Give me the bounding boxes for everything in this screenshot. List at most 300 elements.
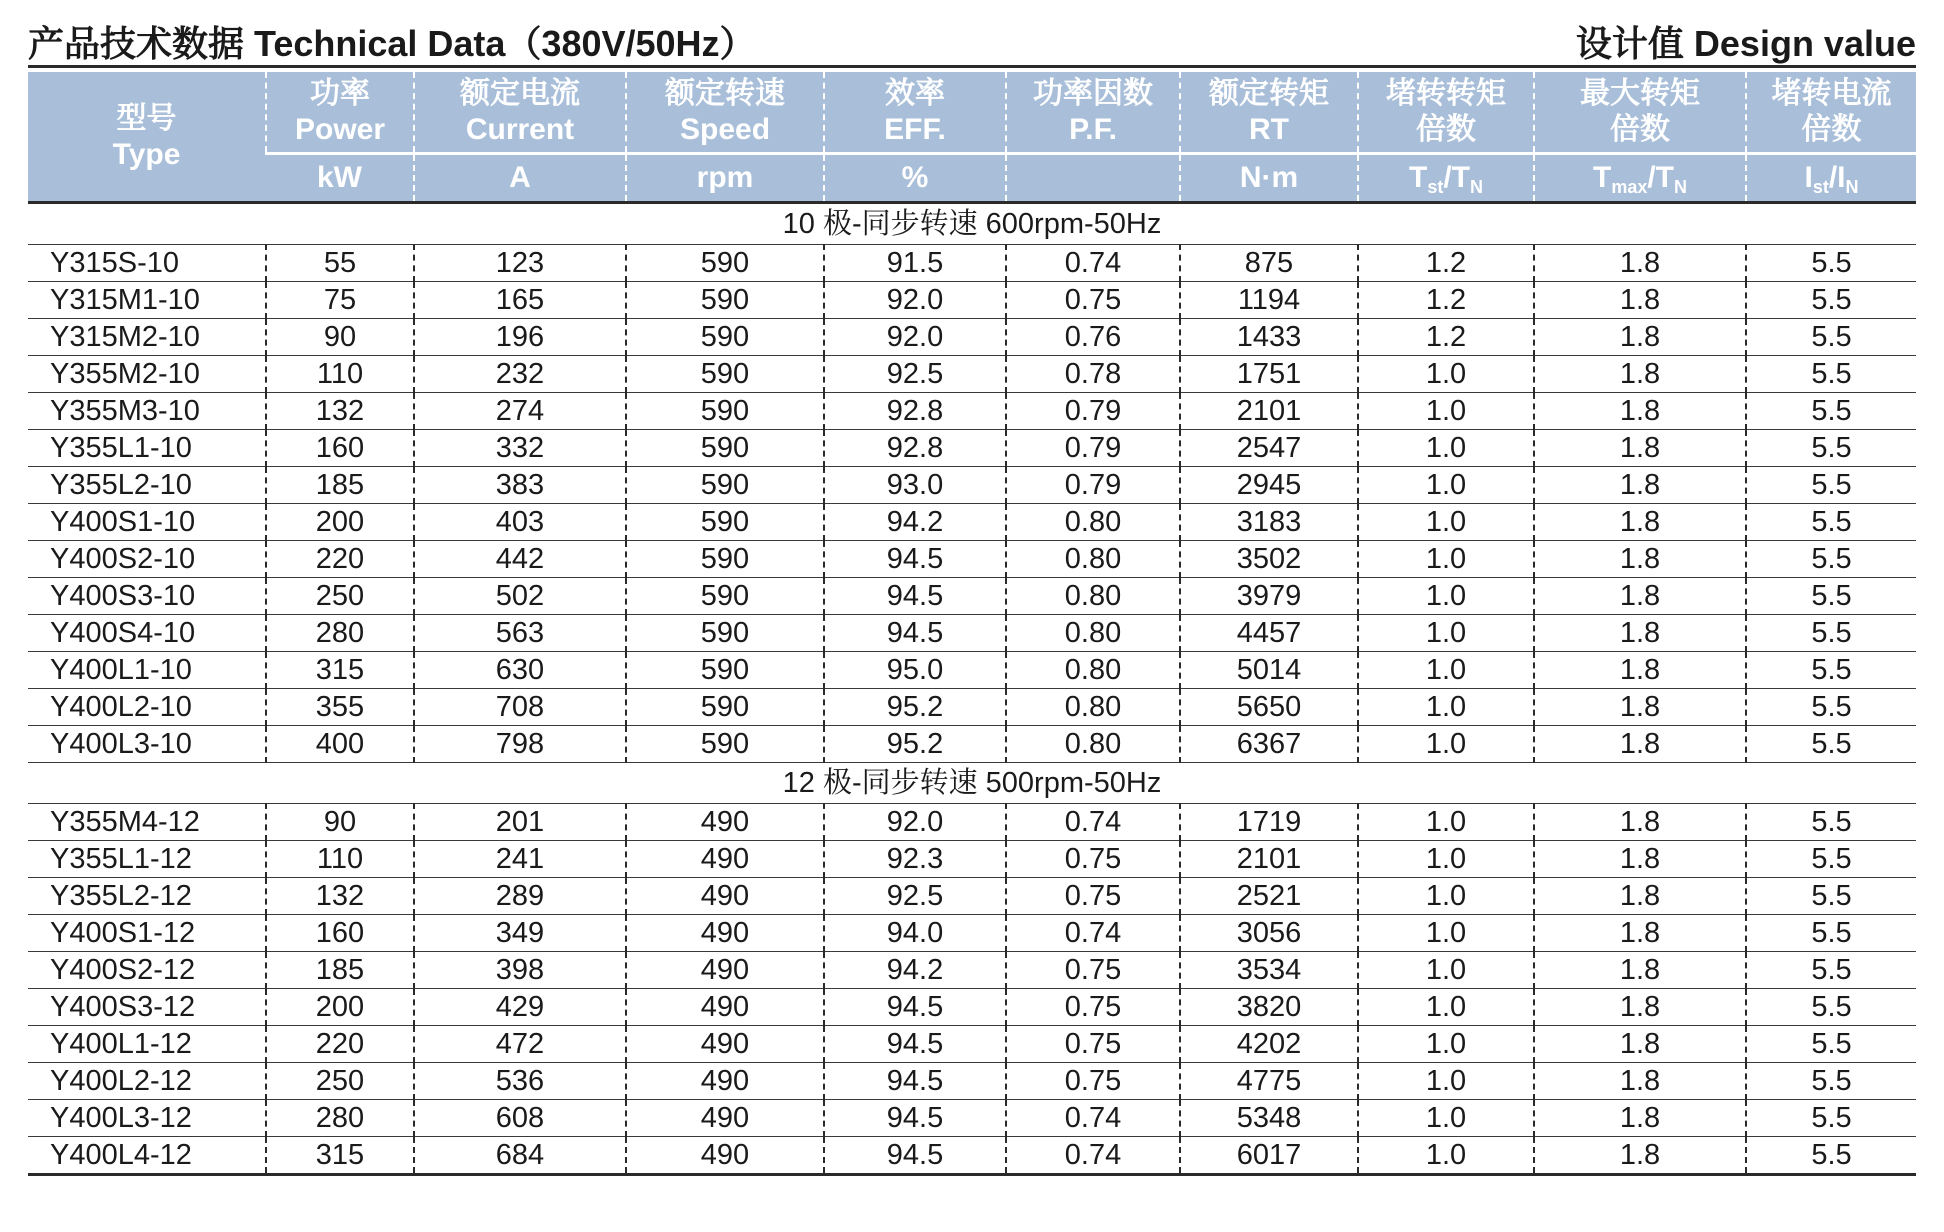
table-cell: 1.0 [1358, 1100, 1534, 1137]
table-cell: 590 [626, 578, 824, 615]
table-cell: 590 [626, 689, 824, 726]
table-cell: 94.5 [824, 1063, 1006, 1100]
table-cell: 1.8 [1534, 467, 1746, 504]
table-cell: 1.8 [1534, 282, 1746, 319]
table-cell: 5.5 [1746, 841, 1916, 878]
table-cell: 94.5 [824, 1137, 1006, 1175]
col-header-en: Power [294, 113, 386, 146]
table-cell: 1.8 [1534, 245, 1746, 282]
unit-max-torque: $T_{max}/T_N$ [1534, 154, 1746, 203]
table-cell: 630 [414, 652, 626, 689]
col-header-en: 倍数 [1610, 113, 1670, 146]
table-cell: 94.2 [824, 952, 1006, 989]
top-rule [28, 65, 1916, 68]
design-value-label: 设计值 Design value [1575, 23, 1916, 64]
table-row [28, 393, 1916, 430]
table-cell: 1719 [1180, 804, 1358, 841]
table-cell: 1.0 [1358, 689, 1534, 726]
model-cell: Y400S4-10 [28, 615, 266, 652]
table-cell: 590 [626, 615, 824, 652]
col-header-en: Speed [679, 113, 771, 146]
table-cell: 280 [266, 1100, 414, 1137]
unit-power: kW [266, 154, 414, 203]
table-cell: 1.8 [1534, 952, 1746, 989]
table-cell: 1.0 [1358, 504, 1534, 541]
col-header-eff [824, 72, 1006, 154]
table-cell: 2101 [1180, 393, 1358, 430]
table-cell: 5.5 [1746, 989, 1916, 1026]
table-cell: 590 [626, 467, 824, 504]
table-cell: 185 [266, 467, 414, 504]
table-cell: 90 [266, 319, 414, 356]
table-cell: 0.79 [1006, 393, 1180, 430]
model-cell: Y400S2-10 [28, 541, 266, 578]
table-cell: 563 [414, 615, 626, 652]
table-cell: 590 [626, 245, 824, 282]
table-cell: 1.8 [1534, 319, 1746, 356]
table-cell: 0.80 [1006, 652, 1180, 689]
table-cell: 5.5 [1746, 689, 1916, 726]
table-row [28, 319, 1916, 356]
table-cell: 0.74 [1006, 245, 1180, 282]
table-cell: 5.5 [1746, 726, 1916, 763]
table-cell: 0.75 [1006, 841, 1180, 878]
table-cell: 95.0 [824, 652, 1006, 689]
table-row [28, 878, 1916, 915]
model-cell: Y355L2-12 [28, 878, 266, 915]
table-cell: 1.8 [1534, 1063, 1746, 1100]
table-cell: 110 [266, 841, 414, 878]
table-cell: 1.0 [1358, 1063, 1534, 1100]
table-cell: 490 [626, 989, 824, 1026]
table-row [28, 467, 1916, 504]
table-row [28, 578, 1916, 615]
col-header-en: P.F. [1069, 113, 1117, 146]
table-cell: 590 [626, 430, 824, 467]
table-cell: 92.5 [824, 878, 1006, 915]
table-cell: 490 [626, 1100, 824, 1137]
model-cell: Y355M3-10 [28, 393, 266, 430]
table-cell: 0.80 [1006, 578, 1180, 615]
table-cell: 160 [266, 915, 414, 952]
unit-pf [1006, 154, 1180, 203]
table-cell: 274 [414, 393, 626, 430]
table-cell: 90 [266, 804, 414, 841]
table-row [28, 689, 1916, 726]
col-header-zh: 额定转矩 [1209, 77, 1329, 110]
unit-locked-current: $I_{st}/I_N$ [1746, 154, 1916, 203]
table-cell: 315 [266, 652, 414, 689]
table-cell: 1.0 [1358, 841, 1534, 878]
col-header-zh: 效率 [885, 77, 945, 110]
table-cell: 0.75 [1006, 282, 1180, 319]
table-cell: 684 [414, 1137, 626, 1175]
table-cell: 5.5 [1746, 1100, 1916, 1137]
table-cell: 5.5 [1746, 578, 1916, 615]
col-header-zh: 额定电流 [460, 77, 580, 110]
model-cell: Y400L1-10 [28, 652, 266, 689]
table-cell: 490 [626, 1063, 824, 1100]
header-row-names [28, 72, 1916, 154]
table-cell: 708 [414, 689, 626, 726]
model-cell: Y400L3-12 [28, 1100, 266, 1137]
col-header-rt [1180, 72, 1358, 154]
table-cell: 1.0 [1358, 804, 1534, 841]
table-cell: 0.74 [1006, 1100, 1180, 1137]
table-cell: 2547 [1180, 430, 1358, 467]
group-header-row [28, 203, 1916, 245]
table-cell: 92.5 [824, 356, 1006, 393]
table-cell: 0.78 [1006, 356, 1180, 393]
table-cell: 132 [266, 393, 414, 430]
table-cell: 1.8 [1534, 1137, 1746, 1175]
col-header-zh: 最大转矩 [1580, 77, 1700, 110]
table-cell: 5.5 [1746, 1137, 1916, 1175]
table-cell: 75 [266, 282, 414, 319]
table-cell: 110 [266, 356, 414, 393]
table-cell: 490 [626, 878, 824, 915]
model-cell: Y400S2-12 [28, 952, 266, 989]
table-cell: 1.0 [1358, 1137, 1534, 1175]
table-cell: 92.8 [824, 430, 1006, 467]
table-cell: 590 [626, 652, 824, 689]
table-cell: 95.2 [824, 689, 1006, 726]
table-cell: 1.0 [1358, 878, 1534, 915]
table-cell: 3534 [1180, 952, 1358, 989]
unit-eff: % [824, 154, 1006, 203]
col-header-en: EFF. [884, 113, 946, 146]
table-cell: 220 [266, 541, 414, 578]
table-cell: 1.8 [1534, 726, 1746, 763]
table-row [28, 1100, 1916, 1137]
table-cell: 1.0 [1358, 467, 1534, 504]
table-cell: 185 [266, 952, 414, 989]
table-cell: 608 [414, 1100, 626, 1137]
table-cell: 590 [626, 282, 824, 319]
table-cell: 490 [626, 804, 824, 841]
table-cell: 94.2 [824, 504, 1006, 541]
table-cell: 472 [414, 1026, 626, 1063]
col-header-zh: 功率 [310, 77, 370, 110]
model-cell: Y400S1-12 [28, 915, 266, 952]
table-cell: 2521 [1180, 878, 1358, 915]
group-header-row [28, 763, 1916, 804]
table-cell: 3979 [1180, 578, 1358, 615]
table-cell: 798 [414, 726, 626, 763]
table-cell: 1.8 [1534, 989, 1746, 1026]
technical-data-table [28, 72, 1916, 1176]
table-cell: 5.5 [1746, 804, 1916, 841]
table-cell: 490 [626, 841, 824, 878]
table-cell: 490 [626, 915, 824, 952]
unit-current: A [414, 154, 626, 203]
table-cell: 5.5 [1746, 504, 1916, 541]
table-cell: 55 [266, 245, 414, 282]
model-cell: Y315M1-10 [28, 282, 266, 319]
table-cell: 92.0 [824, 804, 1006, 841]
table-cell: 0.75 [1006, 1026, 1180, 1063]
table-cell: 91.5 [824, 245, 1006, 282]
table-cell: 590 [626, 356, 824, 393]
table-cell: 165 [414, 282, 626, 319]
table-cell: 94.5 [824, 1026, 1006, 1063]
table-cell: 1751 [1180, 356, 1358, 393]
model-cell: Y355L1-10 [28, 430, 266, 467]
table-row [28, 1063, 1916, 1100]
table-cell: 5.5 [1746, 915, 1916, 952]
table-cell: 1.2 [1358, 282, 1534, 319]
table-cell: 3183 [1180, 504, 1358, 541]
model-cell: Y315S-10 [28, 245, 266, 282]
model-cell: Y400S3-12 [28, 989, 266, 1026]
table-cell: 92.0 [824, 319, 1006, 356]
col-header-pf [1006, 72, 1180, 154]
table-cell: 332 [414, 430, 626, 467]
table-cell: 490 [626, 1137, 824, 1175]
table-cell: 220 [266, 1026, 414, 1063]
table-cell: 0.75 [1006, 878, 1180, 915]
model-cell: Y400S1-10 [28, 504, 266, 541]
col-header-type [28, 72, 266, 203]
table-row [28, 804, 1916, 841]
col-header-zh: 型号 [116, 101, 177, 135]
table-cell: 5.5 [1746, 393, 1916, 430]
table-cell: 3502 [1180, 541, 1358, 578]
table-cell: 3056 [1180, 915, 1358, 952]
header-row-units [28, 154, 1916, 203]
table-cell: 1.2 [1358, 245, 1534, 282]
table-cell: 232 [414, 356, 626, 393]
table-cell: 502 [414, 578, 626, 615]
table-cell: 6017 [1180, 1137, 1358, 1175]
table-row [28, 841, 1916, 878]
table-cell: 1.8 [1534, 504, 1746, 541]
unit-locked-torque: $T_{st}/T_N$ [1358, 154, 1534, 203]
table-cell: 160 [266, 430, 414, 467]
table-body [28, 203, 1916, 1175]
table-cell: 92.8 [824, 393, 1006, 430]
table-cell: 398 [414, 952, 626, 989]
table-cell: 875 [1180, 245, 1358, 282]
model-cell: Y355L1-12 [28, 841, 266, 878]
table-cell: 94.5 [824, 989, 1006, 1026]
table-cell: 1.0 [1358, 915, 1534, 952]
table-row [28, 652, 1916, 689]
table-cell: 5650 [1180, 689, 1358, 726]
table-cell: 94.5 [824, 578, 1006, 615]
table-row [28, 1026, 1916, 1063]
table-cell: 4775 [1180, 1063, 1358, 1100]
col-header-zh: 堵转转矩 [1386, 77, 1506, 110]
table-row [28, 541, 1916, 578]
table-cell: 355 [266, 689, 414, 726]
table-cell: 5014 [1180, 652, 1358, 689]
table-cell: 94.5 [824, 541, 1006, 578]
table-cell: 536 [414, 1063, 626, 1100]
table-cell: 1.8 [1534, 615, 1746, 652]
table-cell: 590 [626, 504, 824, 541]
col-header-en: 倍数 [1801, 113, 1862, 146]
table-cell: 0.80 [1006, 689, 1180, 726]
table-cell: 1433 [1180, 319, 1358, 356]
table-cell: 1.0 [1358, 726, 1534, 763]
model-cell: Y400S3-10 [28, 578, 266, 615]
table-cell: 92.0 [824, 282, 1006, 319]
table-cell: 1.8 [1534, 541, 1746, 578]
table-cell: 5.5 [1746, 245, 1916, 282]
table-cell: 590 [626, 393, 824, 430]
model-cell: Y400L1-12 [28, 1026, 266, 1063]
table-cell: 1.0 [1358, 356, 1534, 393]
table-cell: 1.8 [1534, 915, 1746, 952]
col-header-zh: 堵转电流 [1771, 77, 1892, 110]
table-cell: 1.0 [1358, 541, 1534, 578]
table-cell: 0.74 [1006, 804, 1180, 841]
table-cell: 490 [626, 952, 824, 989]
table-cell: 590 [626, 726, 824, 763]
table-cell: 1.8 [1534, 804, 1746, 841]
table-cell: 5.5 [1746, 952, 1916, 989]
table-row [28, 430, 1916, 467]
table-cell: 95.2 [824, 726, 1006, 763]
col-header-speed [626, 72, 824, 154]
table-cell: 0.80 [1006, 726, 1180, 763]
table-cell: 0.74 [1006, 1137, 1180, 1175]
table-cell: 5.5 [1746, 1026, 1916, 1063]
table-cell: 94.0 [824, 915, 1006, 952]
table-cell: 490 [626, 1026, 824, 1063]
unit-rt: N·m [1180, 154, 1358, 203]
table-row [28, 726, 1916, 763]
table-row [28, 504, 1916, 541]
table-cell: 1194 [1180, 282, 1358, 319]
table-cell: 590 [626, 319, 824, 356]
table-cell: 92.3 [824, 841, 1006, 878]
table-cell: 250 [266, 578, 414, 615]
table-cell: 315 [266, 1137, 414, 1175]
table-cell: 1.0 [1358, 615, 1534, 652]
table-row [28, 915, 1916, 952]
table-cell: 1.0 [1358, 578, 1534, 615]
model-cell: Y355L2-10 [28, 467, 266, 504]
table-cell: 349 [414, 915, 626, 952]
table-cell: 442 [414, 541, 626, 578]
table-cell: 123 [414, 245, 626, 282]
table-cell: 1.8 [1534, 878, 1746, 915]
model-cell: Y400L4-12 [28, 1137, 266, 1175]
group-label: 10 极-同步转速 600rpm-50Hz [28, 203, 1916, 245]
table-cell: 5.5 [1746, 615, 1916, 652]
table-cell: 0.75 [1006, 952, 1180, 989]
table-cell: 1.0 [1358, 989, 1534, 1026]
table-cell: 3820 [1180, 989, 1358, 1026]
model-cell: Y355M4-12 [28, 804, 266, 841]
table-cell: 2945 [1180, 467, 1358, 504]
col-header-zh: 额定转速 [665, 77, 785, 110]
table-row [28, 1137, 1916, 1175]
table-row [28, 282, 1916, 319]
table-cell: 5.5 [1746, 541, 1916, 578]
col-header-en: Type [112, 137, 181, 171]
table-cell: 5.5 [1746, 1063, 1916, 1100]
table-cell: 0.80 [1006, 504, 1180, 541]
table-cell: 250 [266, 1063, 414, 1100]
col-header-en: Current [465, 113, 575, 146]
table-cell: 590 [626, 541, 824, 578]
table-cell: 1.8 [1534, 578, 1746, 615]
unit-speed: rpm [626, 154, 824, 203]
table-cell: 0.79 [1006, 467, 1180, 504]
table-cell: 94.5 [824, 1100, 1006, 1137]
table-cell: 289 [414, 878, 626, 915]
table-cell: 1.8 [1534, 1100, 1746, 1137]
table-cell: 1.8 [1534, 393, 1746, 430]
table-cell: 1.2 [1358, 319, 1534, 356]
table-cell: 200 [266, 989, 414, 1026]
model-cell: Y400L3-10 [28, 726, 266, 763]
table-cell: 5.5 [1746, 319, 1916, 356]
col-header-locked-current [1746, 72, 1916, 154]
table-cell: 200 [266, 504, 414, 541]
table-cell: 4457 [1180, 615, 1358, 652]
col-header-power [266, 72, 414, 154]
table-cell: 5348 [1180, 1100, 1358, 1137]
table-cell: 400 [266, 726, 414, 763]
table-cell: 5.5 [1746, 878, 1916, 915]
col-header-max-torque [1534, 72, 1746, 154]
table-cell: 1.8 [1534, 841, 1746, 878]
table-cell: 0.80 [1006, 615, 1180, 652]
table-cell: 429 [414, 989, 626, 1026]
table-cell: 5.5 [1746, 430, 1916, 467]
table-cell: 132 [266, 878, 414, 915]
table-row [28, 356, 1916, 393]
table-cell: 1.8 [1534, 652, 1746, 689]
table-cell: 94.5 [824, 615, 1006, 652]
table-cell: 5.5 [1746, 467, 1916, 504]
col-header-current [414, 72, 626, 154]
table-cell: 5.5 [1746, 652, 1916, 689]
model-cell: Y400L2-12 [28, 1063, 266, 1100]
model-cell: Y315M2-10 [28, 319, 266, 356]
table-cell: 280 [266, 615, 414, 652]
table-cell: 2101 [1180, 841, 1358, 878]
table-cell: 1.8 [1534, 1026, 1746, 1063]
table-cell: 1.0 [1358, 652, 1534, 689]
table-cell: 0.75 [1006, 989, 1180, 1026]
table-row [28, 952, 1916, 989]
table-cell: 383 [414, 467, 626, 504]
table-cell: 0.75 [1006, 1063, 1180, 1100]
model-cell: Y355M2-10 [28, 356, 266, 393]
table-row [28, 615, 1916, 652]
table-cell: 0.80 [1006, 541, 1180, 578]
table-cell: 241 [414, 841, 626, 878]
table-cell: 1.8 [1534, 430, 1746, 467]
table-cell: 5.5 [1746, 356, 1916, 393]
col-header-zh: 功率因数 [1033, 77, 1153, 110]
table-cell: 93.0 [824, 467, 1006, 504]
table-cell: 403 [414, 504, 626, 541]
table-cell: 0.76 [1006, 319, 1180, 356]
table-cell: 4202 [1180, 1026, 1358, 1063]
table-cell: 1.8 [1534, 356, 1746, 393]
table-cell: 196 [414, 319, 626, 356]
table-cell: 1.0 [1358, 1026, 1534, 1063]
page-header [28, 14, 1916, 66]
table-cell: 0.79 [1006, 430, 1180, 467]
col-header-en: 倍数 [1416, 113, 1476, 146]
